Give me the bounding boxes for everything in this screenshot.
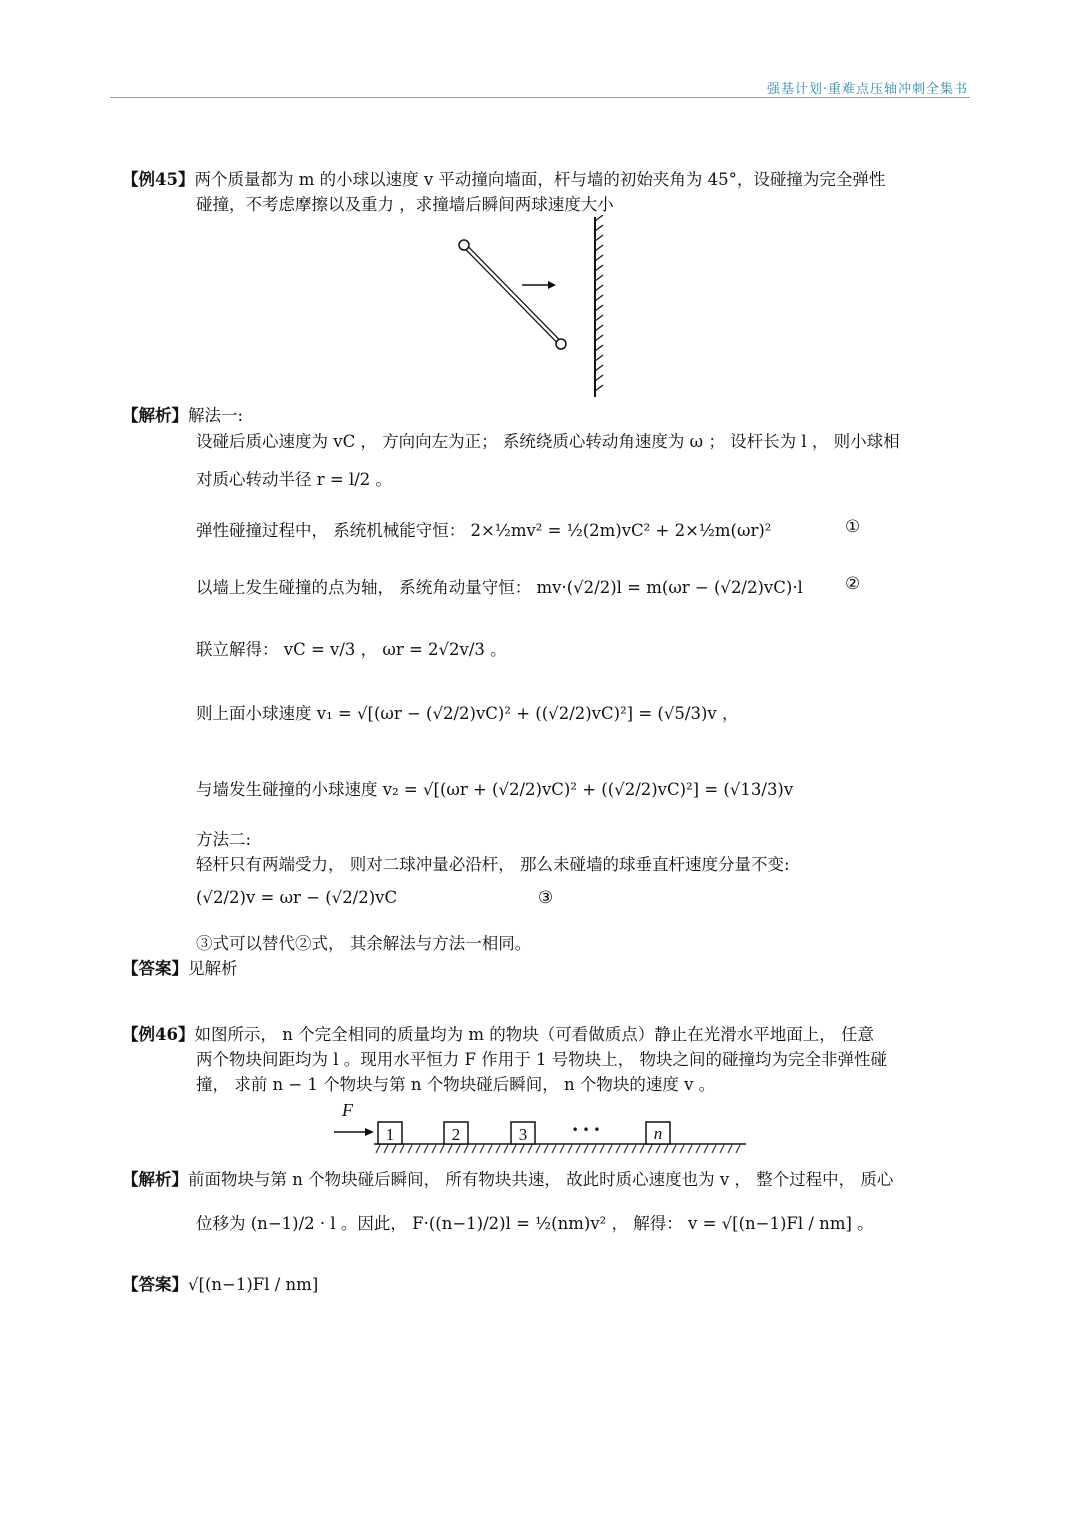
ex45-solution: vC = v/3 ， ωr = 2√2v/3 。 bbox=[283, 640, 507, 659]
ex46-blocks-figure bbox=[330, 1098, 750, 1158]
header-rule bbox=[110, 97, 970, 98]
ex45-upper-ball bbox=[459, 240, 469, 250]
ex46-ellipsis: • • • bbox=[571, 1123, 601, 1137]
ex45-angular-momentum-equation: mv·(√2/2)l = m(ωr − (√2/2)vC)·l bbox=[536, 578, 803, 597]
ex46-analysis-line2 bbox=[196, 1210, 874, 1234]
ex45-eq-number-1: ① bbox=[845, 517, 861, 537]
ex45-answer-text: 见解析 bbox=[188, 959, 238, 978]
svg-text:3: 3 bbox=[518, 1125, 528, 1144]
ex46-tag: 【例46】 bbox=[122, 1025, 195, 1044]
ex46-l2-text: 位移为 bbox=[196, 1214, 246, 1233]
ex45-line7 bbox=[196, 776, 793, 800]
ex45-v2-equation: v₂ = √[(ωr + (√2/2)vC)² + ((√2/2)vC)²] = (√13/3)v bbox=[382, 780, 794, 799]
ex46-result: v = √[(n−1)Fl / nm] 。 bbox=[688, 1214, 874, 1233]
ex45-eq-number-3: ③ bbox=[538, 888, 554, 908]
ex45-line1: 设碰后质心速度为 vC ， 方向向左为正； 系统绕质心转动角速度为 ω ； 设杆长为 l ， 则小球相 bbox=[196, 432, 900, 451]
ex46-force-label: F bbox=[342, 1100, 353, 1120]
ex46-answer-formula: √[(n−1)Fl / nm] bbox=[188, 1275, 319, 1294]
ex45-eq-number-2: ② bbox=[845, 574, 861, 594]
ex45-line3-text: 弹性碰撞过程中， 系统机械能守恒： bbox=[196, 521, 466, 540]
ex45-lower-ball bbox=[556, 339, 566, 349]
ex45-v1-equation: v₁ = √[(ωr − (√2/2)vC)² + ((√2/2)vC)²] = (√5/3)v ， bbox=[316, 704, 739, 723]
ex45-line6 bbox=[196, 700, 738, 724]
ex45-line10: ③式可以替代②式， 其余解法与方法一相同。 bbox=[196, 934, 532, 953]
ex45-question-line1 bbox=[122, 166, 885, 190]
ex45-line4 bbox=[196, 574, 803, 598]
ex45-analysis-tag: 【解析】 bbox=[122, 406, 188, 425]
ex45-analysis-head bbox=[122, 402, 243, 426]
ex46-question-text1: 如图所示， n 个完全相同的质量均为 m 的物块（可看做质点）静止在光滑水平地面上， 任意 bbox=[194, 1025, 874, 1044]
ex45-question-text1: 两个质量都为 m 的小球以速度 v 平动撞向墙面，杆与墙的初始夹角为 45°，设碰撞为完全弹性 bbox=[194, 170, 886, 189]
ex46-question-line3: 撞， 求前 n − 1 个物块与第 n 个物块碰后瞬间， n 个物块的速度 v 。 bbox=[196, 1075, 716, 1094]
ex45-method1: 解法一: bbox=[188, 406, 244, 425]
ex45-answer-tag: 【答案】 bbox=[122, 959, 188, 978]
ex45-line3 bbox=[196, 517, 771, 541]
ex45-line2: 对质心转动半径 r = l/2 。 bbox=[196, 470, 393, 489]
ex45-answer bbox=[122, 955, 238, 979]
ex46-analysis-tag: 【解析】 bbox=[122, 1170, 188, 1189]
ex45-line6-text: 则上面小球速度 bbox=[196, 704, 312, 723]
ex46-answer bbox=[122, 1271, 318, 1295]
ex45-tag: 【例45】 bbox=[122, 170, 195, 189]
ex46-analysis-line1 bbox=[122, 1166, 893, 1190]
ex46-question-line2: 两个物块间距均为 l 。现用水平恒力 F 作用于 1 号物块上， 物块之间的碰撞均为完全非弹性碰 bbox=[196, 1050, 887, 1069]
ex45-rod-wall-figure bbox=[450, 215, 620, 400]
svg-text:2: 2 bbox=[451, 1125, 461, 1144]
ex46-work-energy: F·((n−1)/2)l = ½(nm)v² ， 解得： bbox=[412, 1214, 683, 1233]
ex45-question-line2: 碰撞，不考虑摩擦以及重力 ，求撞墙后瞬间两球速度大小 bbox=[196, 195, 614, 214]
ex45-line5 bbox=[196, 636, 507, 660]
header-title: 强基计划·重难点压轴冲刺全集书 bbox=[766, 82, 968, 97]
ex45-line4-text: 以墙上发生碰撞的点为轴， 系统角动量守恒： bbox=[196, 578, 532, 597]
ex45-line8: 轻杆只有两端受力， 则对二球冲量必沿杆， 那么未碰墙的球垂直杆速度分量不变: bbox=[196, 855, 790, 874]
ex46-analysis-text1: 前面物块与第 n 个物块碰后瞬间， 所有物块共速， 故此时质心速度也为 v ， 整个过程中， 质心 bbox=[188, 1170, 894, 1189]
ex45-eq3: (√2/2)v = ωr − (√2/2)vC bbox=[196, 888, 398, 907]
ex46-answer-tag: 【答案】 bbox=[122, 1275, 188, 1294]
ex45-method2: 方法二: bbox=[196, 830, 252, 849]
svg-text:n: n bbox=[653, 1124, 663, 1143]
svg-text:1: 1 bbox=[385, 1125, 395, 1144]
ex46-question-line1 bbox=[122, 1021, 874, 1045]
ex45-line7-text: 与墙发生碰撞的小球速度 bbox=[196, 780, 378, 799]
ex46-displacement: (n−1)/2 · l 。因此， bbox=[250, 1214, 407, 1233]
ex45-energy-equation: 2×½mv² = ½(2m)vC² + 2×½m(ωr)² bbox=[470, 521, 772, 540]
ex45-line5-text: 联立解得： bbox=[196, 640, 279, 659]
